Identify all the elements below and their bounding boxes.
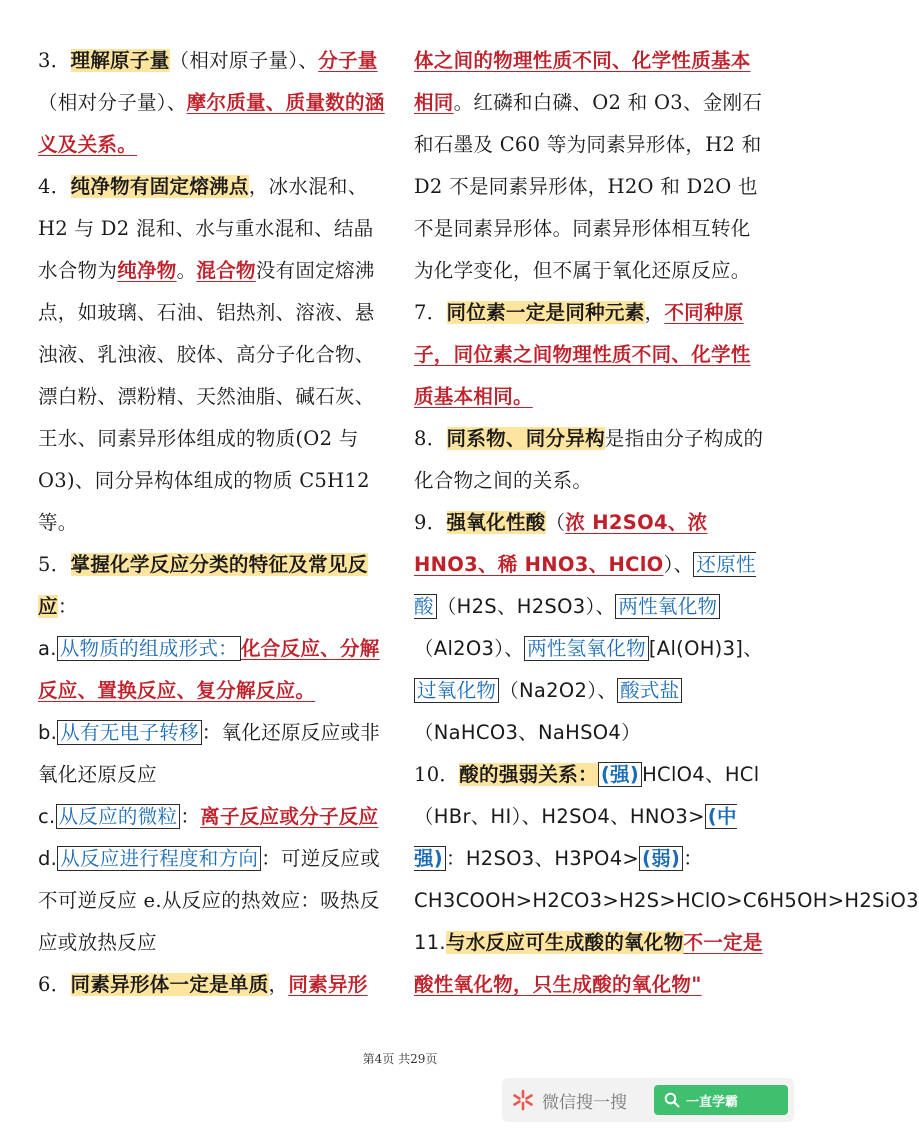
item-5c xyxy=(38,796,390,838)
boxed-label: (中强) xyxy=(414,805,737,870)
text: ， xyxy=(644,301,665,324)
boxed-label: 两性氢氧化物 xyxy=(524,636,649,661)
left-column xyxy=(38,40,390,1006)
red-underline: 体之间的物理性质不同、化学性质基本相同 xyxy=(414,49,751,114)
text: （ xyxy=(545,511,566,534)
highlight: 掌握化学反应分类的特征及常见反应 xyxy=(38,553,368,618)
boxed-label: 两性氧化物 xyxy=(615,594,720,619)
sub-prefix: c. xyxy=(38,805,56,828)
highlight: 纯净物有固定熔沸点 xyxy=(70,175,249,198)
item-10 xyxy=(414,754,919,922)
item-6-continued xyxy=(414,40,766,292)
text: ）、 xyxy=(663,553,694,576)
item-4 xyxy=(38,166,390,544)
highlight: 同系物、同分异构 xyxy=(446,427,605,450)
text: ：H2SO3、H3PO4> xyxy=(446,847,640,870)
item-number: 4． xyxy=(38,175,71,198)
red-underline: 混合物 xyxy=(196,259,256,282)
text: ： xyxy=(180,805,201,828)
wechat-search-watermark xyxy=(502,1078,794,1122)
text: （NaHCO3、NaHSO4） xyxy=(414,721,641,744)
text: ， xyxy=(268,973,289,996)
highlight: 同位素一定是同种元素 xyxy=(446,301,645,324)
boxed-label: 从物质的组成形式： xyxy=(57,636,241,661)
page-indicator: 第4页 共29页 xyxy=(362,1052,438,1066)
sub-prefix: a. xyxy=(38,637,57,660)
boxed-label: (强) xyxy=(598,762,642,787)
highlight: 理解原子量 xyxy=(70,49,170,72)
item-5b xyxy=(38,712,390,796)
item-8 xyxy=(414,418,766,502)
text: （相对原子量）、 xyxy=(169,49,319,72)
red-underline: 不同种原子，同位素之间物理性质不同、化学性质基本相同。 xyxy=(414,301,751,408)
search-icon xyxy=(664,1092,680,1108)
highlight: 与水反应可生成酸的氧化物 xyxy=(445,931,684,954)
text: 。 xyxy=(176,259,197,282)
boxed-label: 过氧化物 xyxy=(414,678,499,703)
item-number: 6． xyxy=(38,973,71,996)
text: （H2S、H2SO3）、 xyxy=(436,595,616,618)
wechat-search-logo-icon xyxy=(512,1089,534,1111)
text: ： xyxy=(57,595,78,618)
highlight: 同素异形体一定是单质 xyxy=(70,973,269,996)
item-11 xyxy=(414,922,766,1006)
red-underline: 化合反应、分解反应、置换反应、复分解反应。 xyxy=(38,637,380,702)
highlight: 酸的强弱关系： xyxy=(459,763,598,786)
boxed-label: 从反应进行程度和方向 xyxy=(57,846,261,871)
boxed-label: 从有无电子转移 xyxy=(57,720,202,745)
text: （Na2O2）、 xyxy=(499,679,618,702)
wechat-search-text: 微信搜一搜 xyxy=(542,1092,627,1113)
boxed-label: 酸式盐 xyxy=(617,678,682,703)
item-5a xyxy=(38,628,390,712)
item-7 xyxy=(414,292,766,418)
red-underline: 分子量 xyxy=(318,49,378,72)
text: 没有固定熔沸点，如玻璃、石油、铝热剂、溶液、悬浊液、乳浊液、胶体、高分子化合物、漂白粉、漂粉精、天然油脂、碱石灰、王水、同素异形体组成的物质(O2 与 O3)、同分异构体组成的物质 C5H12 等。 xyxy=(38,259,375,534)
item-number: 3． xyxy=(38,49,71,72)
item-3 xyxy=(38,40,390,166)
red-underline: 摩尔质量、质量数的涵义及关系。 xyxy=(38,91,385,156)
text: （Al2O3）、 xyxy=(414,637,525,660)
text: 。红磷和白磷、O2 和 O3、金刚石和石墨及 C60 等为同素异形体，H2 和 D2 不是同素异形体，H2O 和 D2O 也不是同素异形体。同素异形体相互转化为化学变化，但不属于氧化还原反应。 xyxy=(414,91,763,282)
item-number: 7． xyxy=(414,301,447,324)
boxed-label: 还原性酸 xyxy=(414,553,756,618)
red-underline: 不一定是酸性氧化物，只生成酸的氧化物" xyxy=(414,931,763,996)
boxed-label: (弱) xyxy=(639,846,683,871)
text: [Al(OH)3]、 xyxy=(648,637,763,660)
item-number: 5． xyxy=(38,553,71,576)
item-number: 8． xyxy=(414,427,447,450)
item-9 xyxy=(414,502,766,754)
red-underline: 同素异形 xyxy=(288,973,368,996)
red-underline: 离子反应或分子反应 xyxy=(200,805,379,828)
text: ，冰水混和、H2 与 D2 混和、水与重水混和、结晶水合物为 xyxy=(38,175,374,282)
item-5 xyxy=(38,544,390,628)
item-6 xyxy=(38,964,390,1006)
item-5d xyxy=(38,838,390,964)
item-number: 9． xyxy=(414,511,447,534)
text: HClO4、HCl（HBr、HI）、H2SO4、HNO3> xyxy=(414,763,760,828)
right-column xyxy=(414,40,919,1006)
item-number: 11. xyxy=(414,931,446,954)
red-underline: 纯净物 xyxy=(117,259,177,282)
text: 是指由分子构成的化合物之间的关系。 xyxy=(414,427,764,492)
sub-prefix: d. xyxy=(38,847,58,870)
text: ：可逆反应或不可逆反应 e.从反应的热效应：吸热反应或放热反应 xyxy=(38,847,381,954)
item-number: 10． xyxy=(414,763,460,786)
sub-prefix: b. xyxy=(38,721,58,744)
text: ：氧化还原反应或非氧化还原反应 xyxy=(38,721,380,786)
text: ：CH3COOH>H2CO3>H2S>HClO>C6H5OH>H2SiO3 xyxy=(414,847,919,912)
red-underline: 浓 H2SO4、浓 HNO3、稀 HNO3、HClO xyxy=(414,511,708,576)
boxed-label: 从反应的微粒 xyxy=(56,804,181,829)
highlight: 强氧化性酸 xyxy=(446,511,546,534)
account-name: 一直学霸 xyxy=(686,1094,739,1110)
account-search-button[interactable] xyxy=(654,1085,788,1115)
text: （相对分子量）、 xyxy=(38,91,187,114)
